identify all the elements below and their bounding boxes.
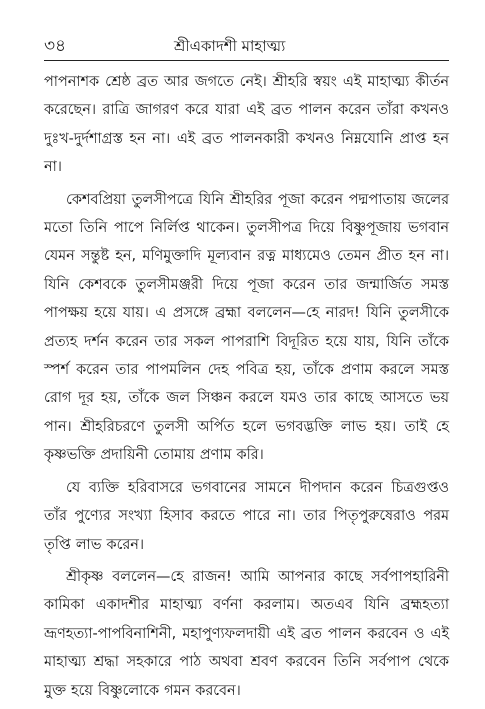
paragraph-2: কেশবপ্রিয়া তুলসীপত্রে যিনি শ্রীহরির পূজা করেন পদ্মপাতায় জলের মতো তিনি পাপে নির্লিপ্ত থাকেন। তুলসীপত্র দিয়ে বিষ্ণুপূজায় ভগবান যেমন সন্তুষ্ট হন, মণিমুক্তাদি মূল্যবান রত্ন মাধ্যমেও তেমন প্রীত হন না। যিনি কেশবকে তুলসীমঞ্জরী দিয়ে পূজা করেন তার জন্মার্জিত সমস্ত পাপক্ষয় হয়ে যায়। এ প্রসঙ্গে ব্রহ্মা বললেন—হে নারদ! যিনি তুলসীকে প্রত্যহ দর্শন করেন তার সকল পাপরাশি বিদূরিত হয়ে যায়, যিনি তাঁকে স্পর্শ করেন তার পাপমলিন দেহ পবিত্র হয়, তাঁকে প্রণাম করলে সমস্ত রোগ দূর হয়, তাঁকে জল সিঞ্চন করলে যমও তার কাছে আসতে ভয় পান। শ্রীহরিচরণে তুলসী অর্পিত হলে ভগবদ্ভক্তি লাভ হয়। তাই হে কৃষ্ণভক্তি প্রদায়িনী তোমায় প্রণাম করি। [44,191,449,464]
paragraph-3: যে ব্যক্তি হরিবাসরে ভগবানের সামনে দীপদান করেন চিত্রগুপ্তও তাঁর পুণ্যের সংখ্যা হিসাব করতে পারে না। তার পিতৃপুরুষেরাও পরম তৃপ্তি লাভ করেন। [44,479,449,553]
page-number: ৩৪ [44,36,67,56]
paragraph-4: শ্রীকৃষ্ণ বললেন—হে রাজন! আমি আপনার কাছে সর্বপাপহারিনী কামিকা একাদশীর মাহাত্ম্য বর্ণনা করলাম। অতএব যিনি ব্রহ্মহত্যা ভ্রূণহত্যা-পাপবিনাশিনী, মহাপুণ্যফলদায়ী এই ব্রত পালন করবেন ও এই মাহাত্ম্য শ্রদ্ধা সহকারে পাঠ অথবা শ্রবণ করবেন তিনি সর্বপাপ থেকে মুক্ত হয়ে বিষ্ণুলোকে গমন করবেন। [44,568,449,699]
page-header [44,36,449,61]
body-text [44,68,449,709]
running-title: শ্রীএকাদশী মাহাত্ম্য [174,37,286,55]
paragraph-1: পাপনাশক শ্রেষ্ঠ ব্রত আর জগতে নেই। শ্রীহরি স্বয়ং এই মাহাত্ম্য কীর্তন করেছেন। রাত্রি জাগরণ করে যারা এই ব্রত পালন করেন তাঁরা কখনও দুঃখ-দুর্দশাগ্রস্ত হন না। এই ব্রত পালনকারী কখনও নিম্নযোনি প্রাপ্ত হন না। [44,74,449,176]
